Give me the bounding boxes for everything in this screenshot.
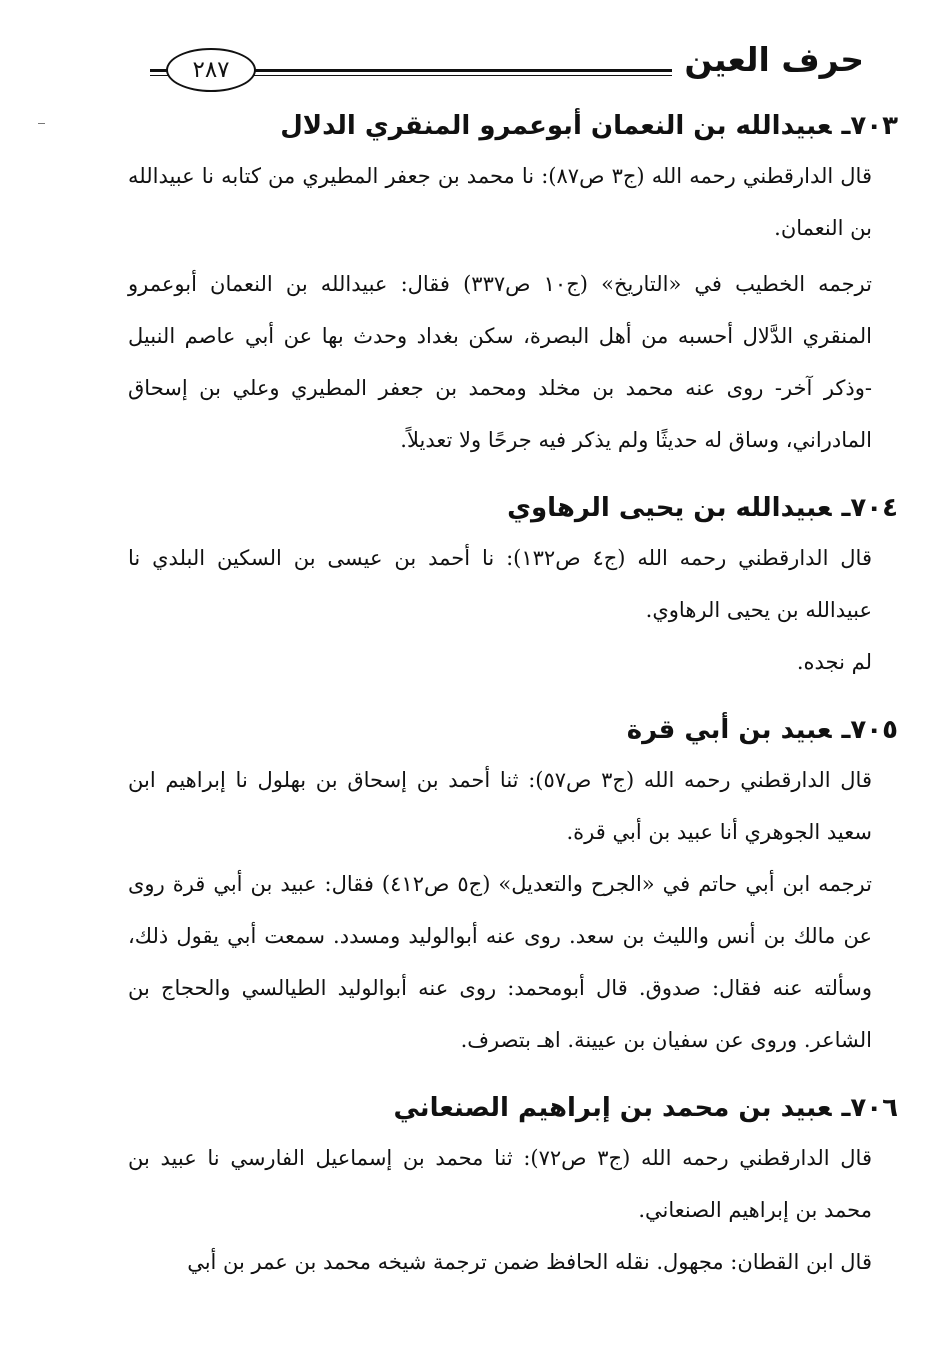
entry-name: عبيدالله بن النعمان أبوعمرو المنقري الدلال <box>280 111 832 141</box>
entry-name: عبيد بن أبي قرة <box>626 715 832 745</box>
entry-paragraph: لم نجده. <box>796 650 872 674</box>
entry-706 <box>128 1084 898 1288</box>
scan-mark <box>38 123 45 124</box>
chapter-title: حرف العين <box>672 40 864 79</box>
entry-number: ٧٠٥ـ <box>841 715 898 745</box>
entry-number: ٧٠٣ـ <box>841 111 898 141</box>
entry-paragraph: قال الدارقطني رحمه الله (ج٣ ص٨٧): نا محمد بن جعفر المطيري من كتابه نا عبيدالله بن النعمان. <box>128 164 872 240</box>
entry-704 <box>128 484 898 688</box>
entry-name: عبيدالله بن يحيى الرهاوي <box>507 493 832 523</box>
entry-paragraph: قال الدارقطني رحمه الله (ج٤ ص١٣٢): نا أحمد بن عيسى بن السكين البلدي نا عبيدالله بن يحيى الرهاوي. <box>128 546 872 622</box>
entry-paragraph: ترجمه الخطيب في «التاريخ» (ج١٠ ص٣٣٧) فقال: عبيدالله بن النعمان أبوعمرو المنقري الدَّلال أحسبه من أهل البصرة، سكن بغداد وحدث بها عن أبي عاصم النبيل -وذكر آخر- روى عنه محمد بن مخلد ومحمد بن جعفر المطيري وعلي بن إسحاق المادراني، وساق له حديثًا ولم يذكر فيه جرحًا ولا تعديلاً. <box>128 272 872 452</box>
entry-name: عبيد بن محمد بن إبراهيم الصنعاني <box>393 1093 832 1123</box>
page-number: ٢٨٧ <box>166 48 256 92</box>
entry-heading <box>128 1084 898 1132</box>
page-header <box>150 40 870 98</box>
entry-paragraph: ترجمه ابن أبي حاتم في «الجرح والتعديل» (ج٥ ص٤١٢) فقال: عبيد بن أبي قرة روى عن مالك بن أنس والليث بن سعد. روى عنه أبوالوليد ومسدد. سمعت أبي يقول ذلك، وسألته عنه فقال: صدوق. قال أبومحمد: روى عنه أبوالوليد الطيالسي والحجاج بن الشاعر. وروى عن سفيان بن عيينة. اهـ بتصرف. <box>128 872 872 1052</box>
entry-heading <box>128 706 898 754</box>
entry-paragraph: قال الدارقطني رحمه الله (ج٣ ص٧٢): ثنا محمد بن إسماعيل الفارسي نا عبيد بن محمد بن إبراهيم الصنعاني. <box>128 1146 872 1222</box>
entry-paragraph: قال الدارقطني رحمه الله (ج٣ ص٥٧): ثنا أحمد بن إسحاق بن بهلول نا إبراهيم ابن سعيد الجوهري أنا عبيد بن أبي قرة. <box>128 768 872 844</box>
entry-paragraph: قال ابن القطان: مجهول. نقله الحافظ ضمن ترجمة شيخه محمد بن عمر بن أبي <box>187 1250 872 1274</box>
entry-number: ٧٠٤ـ <box>841 493 898 523</box>
entry-heading <box>128 484 898 532</box>
entry-703 <box>128 102 898 466</box>
page-body <box>128 102 898 1288</box>
entry-number: ٧٠٦ـ <box>841 1093 898 1123</box>
entry-heading <box>128 102 898 150</box>
entry-705 <box>128 706 898 1066</box>
